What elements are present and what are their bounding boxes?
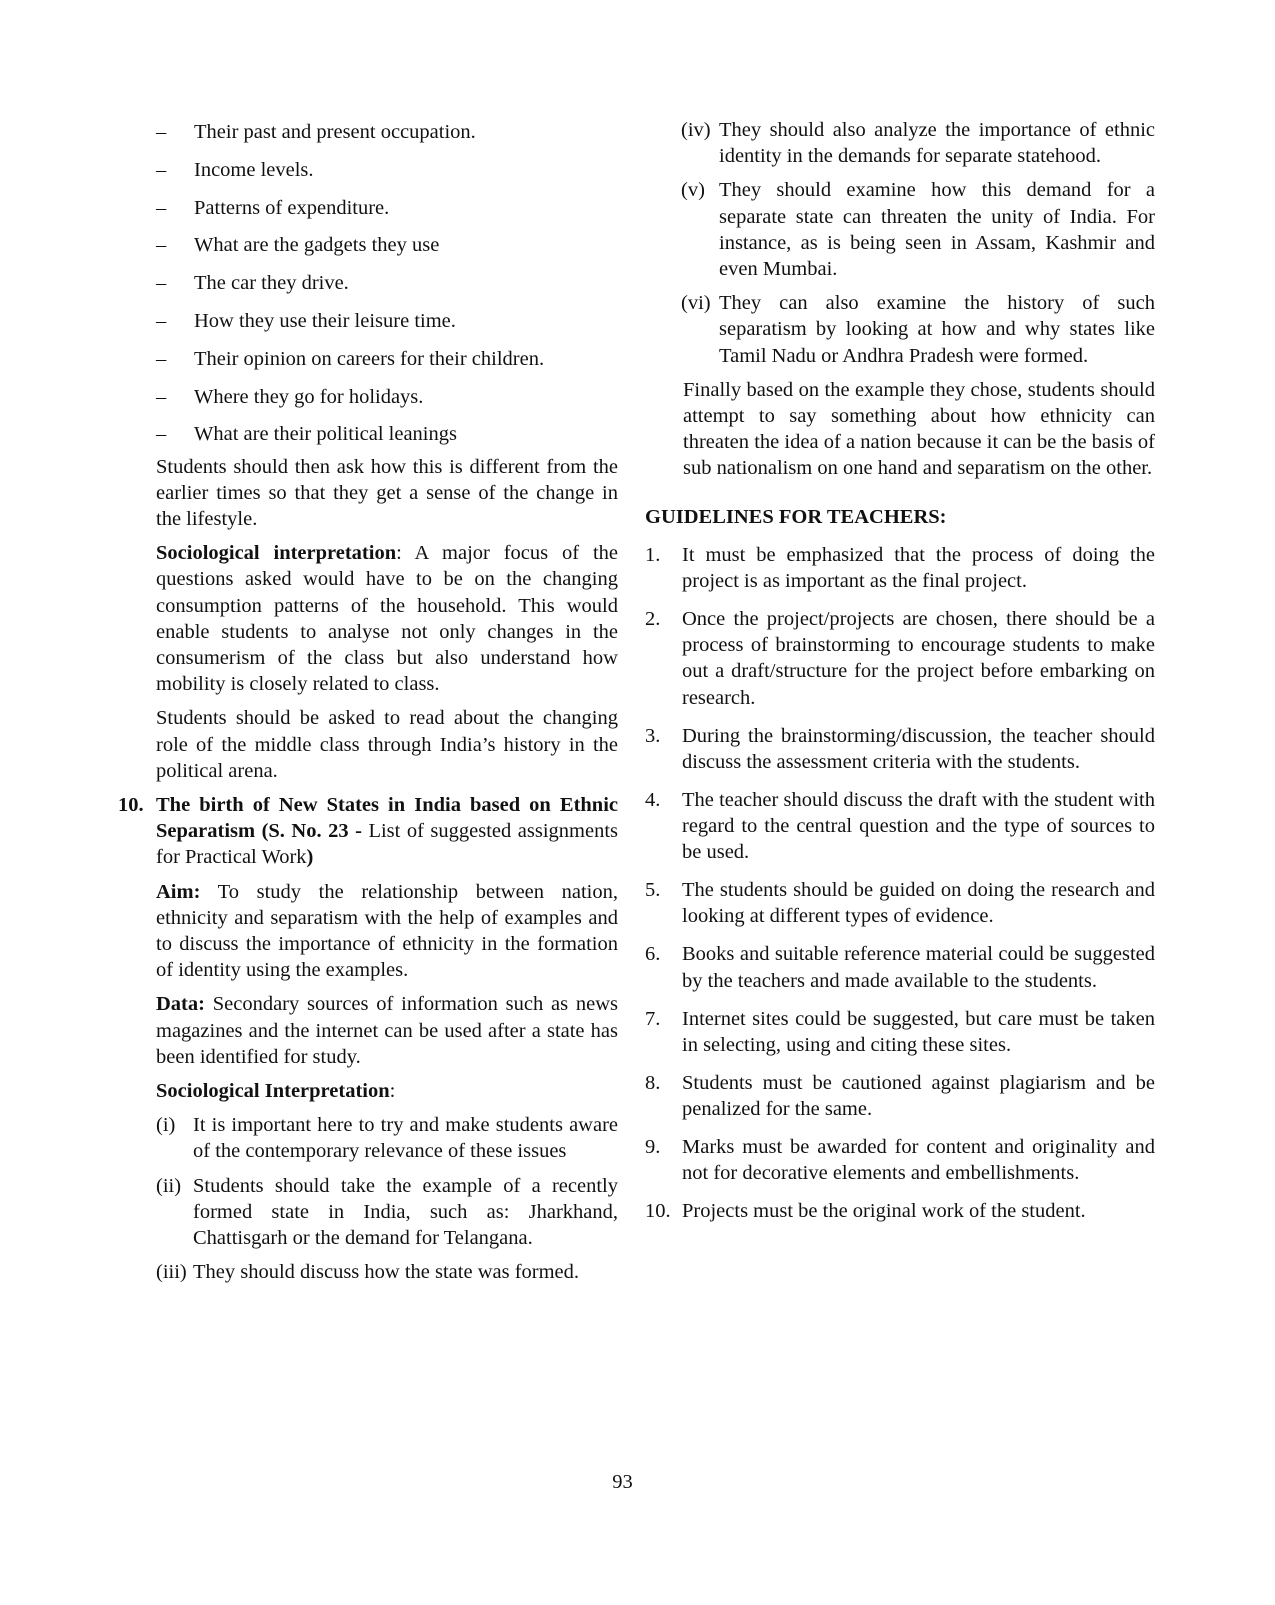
guideline-item: 8. Students must be cautioned against plagiarism and be penalized for the same. xyxy=(645,1071,1155,1121)
dash-marker: – xyxy=(156,423,167,446)
list-item: – How they use their leisure time. xyxy=(118,308,618,334)
guideline-number: 2. xyxy=(645,608,661,631)
roman-numeral: (vi) xyxy=(681,292,711,315)
list-item: – Patterns of expenditure. xyxy=(118,195,618,221)
list-item: (iii) They should discuss how the state was formed. xyxy=(118,1259,618,1285)
dash-marker: – xyxy=(156,121,167,143)
guideline-item: 10. Projects must be the original work of the student. xyxy=(645,1198,1155,1224)
dash-marker: – xyxy=(156,347,167,370)
roman-numeral: (iv) xyxy=(681,119,711,141)
list-item: – Their opinion on careers for their children. xyxy=(118,346,618,372)
guideline-number: 9. xyxy=(645,1136,661,1159)
dash-marker: – xyxy=(156,272,167,295)
list-item: – What are the gadgets they use xyxy=(118,232,618,258)
page-number: 93 xyxy=(612,1471,633,1493)
guideline-item: 9. Marks must be awarded for content and originality and not for decorative elements and embellishments. xyxy=(645,1136,1155,1185)
guideline-number: 4. xyxy=(645,788,661,811)
list-item: (ii) Students should take the example of a recently formed state in India, such as: Jharkhand, Chattisgarh or the demand for Telangana. xyxy=(156,1174,618,1250)
interpretation-subheading: Sociological Interpretation: xyxy=(156,1080,396,1103)
guideline-number: 8. xyxy=(645,1071,661,1094)
sociological-interpretation-paragraph: Sociological interpretation: A major focus of the questions asked would have to be on the changing consumption patterns of the household. This would enable students to analyse not only changes in the consumerism of the class but also understand how mobility is closely related to class. xyxy=(156,542,618,696)
guideline-number: 1. xyxy=(645,543,661,566)
list-item: (vi) They can also examine the history of such separatism by looking at how and why states like Tamil Nadu or Andhra Pradesh were formed. xyxy=(681,292,1155,367)
roman-numeral: (i) xyxy=(156,1114,176,1137)
dash-marker: – xyxy=(156,234,167,257)
guideline-number: 6. xyxy=(645,943,661,966)
data-paragraph: Data: Secondary sources of information such as news magazines and the internet can be used after a state has been identified for study. xyxy=(156,993,618,1068)
roman-numeral: (v) xyxy=(681,179,705,202)
list-item: – What are their political leanings xyxy=(118,421,618,447)
item-number: 10. xyxy=(118,794,144,817)
dash-marker: – xyxy=(156,385,167,408)
lifestyle-bullet-list xyxy=(118,119,618,448)
item-10-title: 10. The birth of New States in India based on Ethnic Separatism (S. No. 23 - List of suggested assignments for Practical Work) xyxy=(118,794,618,869)
list-item: (iv) They should also analyze the importance of ethnic identity in the demands for separate statehood. xyxy=(681,119,1155,168)
aim-paragraph: Aim: To study the relationship between nation, ethnicity and separatism with the help of examples and to discuss the importance of ethnicity in the formation of identity using the examples. xyxy=(156,880,618,982)
guideline-number: 10. xyxy=(645,1200,671,1223)
list-item: (v) They should examine how this demand for a separate state can threaten the unity of India. For instance, as is being seen in Assam, Kashmir and even Mumbai. xyxy=(681,179,1155,281)
list-item: (i) It is important here to try and make students aware of the contemporary relevance of these issues xyxy=(156,1114,618,1163)
lifestyle-comparison-paragraph: Students should then ask how this is different from the earlier times so that they get a sense of the change in the lifestyle. xyxy=(156,455,618,530)
list-item: – The car they drive. xyxy=(118,270,618,296)
roman-numeral: (ii) xyxy=(156,1174,182,1197)
guideline-item: 5. The students should be guided on doing the research and looking at different types of evidence. xyxy=(645,879,1155,928)
guideline-item: 7. Internet sites could be suggested, but care must be taken in selecting, using and citing these sites. xyxy=(645,1007,1155,1056)
guideline-item: 3. During the brainstorming/discussion, the teacher should discuss the assessment criteria with the students. xyxy=(645,724,1155,773)
roman-numeral: (iii) xyxy=(156,1261,187,1284)
paragraph-label: Sociological interpretation xyxy=(156,542,397,565)
middle-class-paragraph: Students should be asked to read about the changing role of the middle class through India’s history in the political arena. xyxy=(156,707,618,782)
left-column xyxy=(118,119,618,1293)
guideline-item: 4. The teacher should discuss the draft with the student with regard to the central question and the type of sources to be used. xyxy=(645,788,1155,864)
paragraph-label: Data: xyxy=(156,993,205,1016)
paragraph-label: Aim: xyxy=(156,880,201,903)
dash-marker: – xyxy=(156,196,167,219)
dash-marker: – xyxy=(156,309,167,332)
guideline-number: 3. xyxy=(645,724,661,747)
guideline-item: 6. Books and suitable reference material could be suggested by the teachers and made available to the students. xyxy=(645,943,1155,992)
conclusion-paragraph: Finally based on the example they chose, students should attempt to say something about how ethnicity can threaten the idea of a nation because it can be the basis of sub nationalism on one hand and separatism on the other. xyxy=(683,378,1155,480)
right-column xyxy=(645,117,1155,1236)
guideline-number: 7. xyxy=(645,1007,661,1030)
guideline-number: 5. xyxy=(645,879,661,902)
guideline-item: 1. It must be emphasized that the process of doing the project is as important as the final project. xyxy=(645,543,1155,593)
guidelines-heading: GUIDELINES FOR TEACHERS: xyxy=(645,505,947,528)
list-item: – Their past and present occupation. xyxy=(118,119,618,145)
list-item: – Where they go for holidays. xyxy=(118,384,618,410)
list-item: – Income levels. xyxy=(118,157,618,183)
guideline-item: 2. Once the project/projects are chosen, there should be a process of brainstorming to encourage students to make out a draft/structure for the project before embarking on research. xyxy=(645,608,1155,709)
dash-marker: – xyxy=(156,158,167,181)
